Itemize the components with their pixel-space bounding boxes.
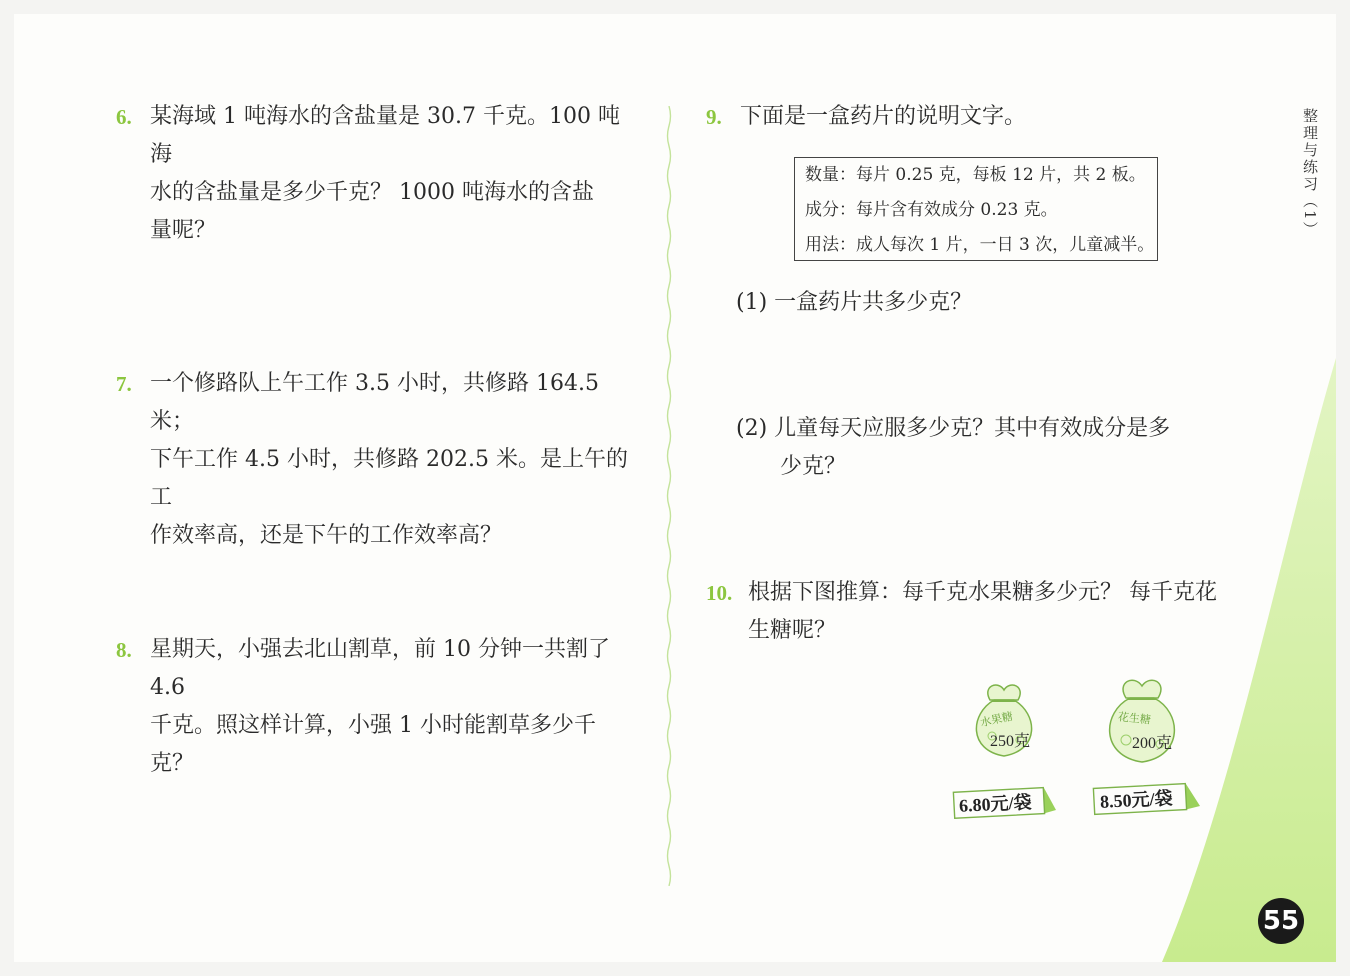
sub-question-line: (1) 一盒药片共多少克？: [736, 290, 973, 315]
workbook-page: [14, 14, 1336, 962]
problem-text: [748, 574, 1217, 650]
problem-line: 一个修路队上午工作 3.5 小时，共修路 164.5 米；: [150, 371, 599, 434]
problem-9: [706, 98, 1226, 138]
problem-text: [150, 365, 636, 555]
problem-line: 某海域 1 吨海水的含盐量是 30.7 千克。100 吨海: [150, 104, 620, 167]
problem-text: [740, 98, 1026, 136]
instruction-usage: 用法：成人每次 1 片，一日 3 次，儿童减半。: [805, 235, 1155, 255]
problem-line: 生糖呢？: [748, 618, 837, 643]
medicine-instructions-box: [794, 157, 1158, 261]
problem-line: 水的含盐量是多少千克？ 1000 吨海水的含盐: [150, 180, 594, 205]
instruction-quantity: 数量：每片 0.25 克，每板 12 片，共 2 板。: [805, 165, 1146, 185]
sub-question-2: [736, 410, 1170, 486]
problem-number: 7.: [116, 372, 132, 396]
bag-label: 花生糖: [1117, 710, 1152, 727]
problem-line: 千克。照这样计算，小强 1 小时能割草多少千克？: [150, 713, 596, 776]
problem-number: 9.: [706, 105, 722, 129]
problem-10: [706, 574, 1226, 654]
price-label: 8.50元/袋: [1099, 788, 1174, 812]
problem-number: 6.: [116, 105, 132, 129]
page-number: 55: [1258, 898, 1304, 944]
problem-line: 下午工作 4.5 小时，共修路 202.5 米。是上午的工: [150, 447, 628, 510]
problem-line: 量呢？: [150, 218, 217, 243]
problem-line: 作效率高，还是下午的工作效率高？: [150, 523, 503, 548]
problem-6: [116, 98, 636, 243]
problem-text: [150, 631, 636, 783]
problem-number: 8.: [116, 638, 132, 662]
problem-text: [150, 98, 636, 250]
problem-line: 根据下图推算：每千克水果糖多少元？ 每千克花: [748, 580, 1217, 605]
column-divider: [666, 106, 672, 886]
section-side-title: 整理与练习（1）: [1301, 108, 1319, 239]
instruction-ingredients: 成分：每片含有效成分 0.23 克。: [805, 200, 1058, 220]
problem-number: 10.: [706, 581, 733, 605]
problem-line: 星期天，小强去北山割草，前 10 分钟一共割了 4.6: [150, 637, 610, 700]
sub-question-line: (2) 儿童每天应服多少克？其中有效成分是多: [736, 416, 1171, 441]
sub-question-line: 少克？: [780, 454, 847, 479]
bag-weight: 250克: [990, 733, 1031, 750]
bag-label: 水果糖: [979, 709, 1015, 730]
bag-weight: 200克: [1132, 735, 1173, 752]
problem-8: [116, 631, 636, 776]
price-label: 6.80元/袋: [958, 792, 1033, 816]
sub-question-1: [736, 284, 972, 322]
problem-line: 下面是一盒药片的说明文字。: [740, 104, 1027, 129]
problem-7: [116, 365, 636, 548]
